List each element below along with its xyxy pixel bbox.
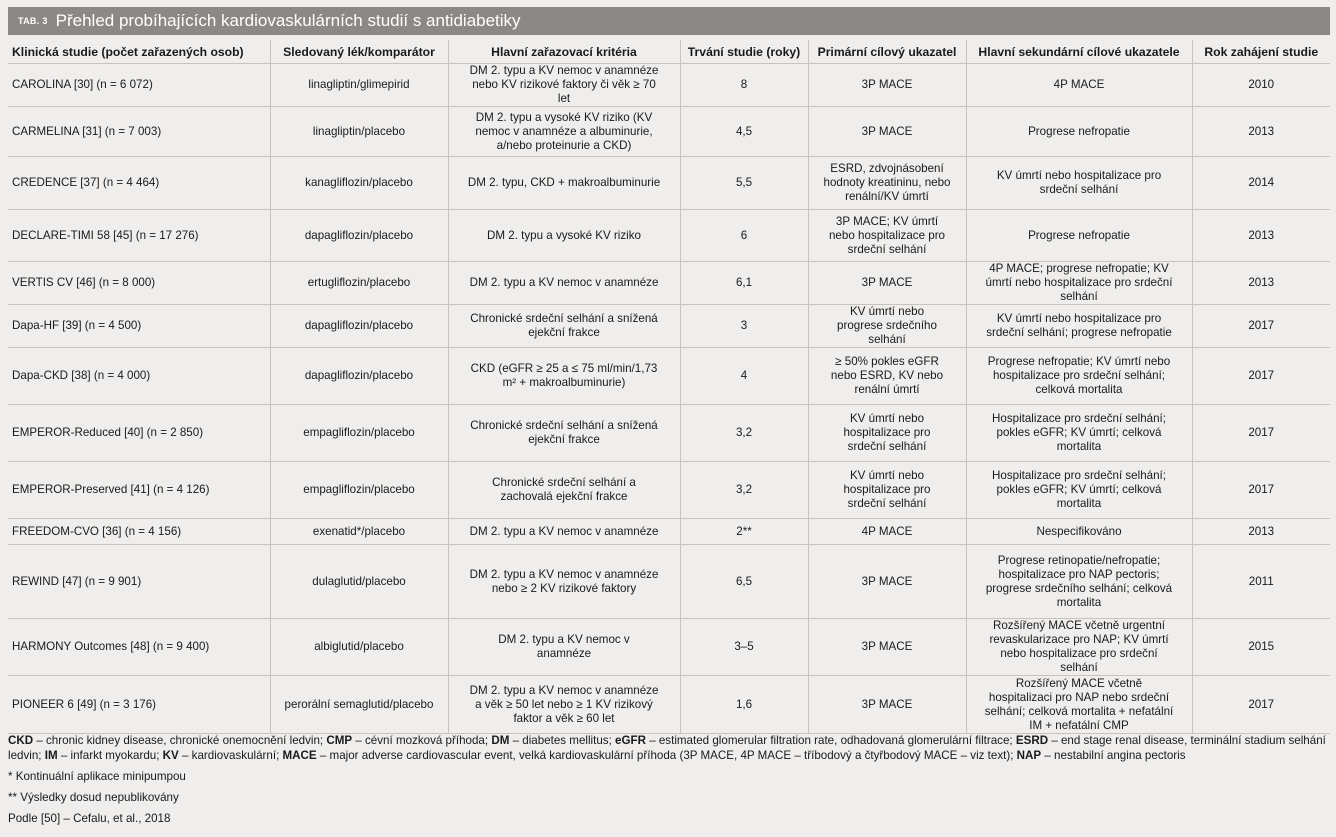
column-header: Hlavní zařazovací kritéria	[448, 40, 680, 64]
table-cell: ertugliflozin/placebo	[270, 262, 448, 305]
table-cell: Progrese nefropatie	[966, 107, 1192, 157]
table-cell: PIONEER 6 [49] (n = 3 176)	[8, 676, 270, 734]
table-cell: HARMONY Outcomes [48] (n = 9 400)	[8, 619, 270, 676]
table-cell: 1,6	[680, 676, 808, 734]
table-row	[8, 676, 1330, 734]
table-cell: 2017	[1192, 462, 1330, 519]
abbreviation-definition: – kardiovaskulární;	[178, 749, 283, 762]
table-cell: CREDENCE [37] (n = 4 464)	[8, 157, 270, 210]
studies-table	[8, 40, 1330, 734]
table-title: Přehled probíhajících kardiovaskulárních studií s antidiabetiky	[55, 11, 521, 30]
table-cell: DM 2. typu a KV nemoc v anamnéze nebo KV rizikové faktory či věk ≥ 70 let	[448, 64, 680, 107]
table-cell: 2010	[1192, 64, 1330, 107]
source-note: Podle [50] – Cefalu, et al., 2018	[8, 812, 171, 825]
table-cell: exenatid*/placebo	[270, 519, 448, 545]
table-cell: CARMELINA [31] (n = 7 003)	[8, 107, 270, 157]
table-cell: 2011	[1192, 545, 1330, 619]
table-cell: FREEDOM-CVO [36] (n = 4 156)	[8, 519, 270, 545]
abbreviation-term: IM	[44, 749, 58, 762]
table-cell: perorální semaglutid/placebo	[270, 676, 448, 734]
table-cell: KV úmrtí nebo hospitalizace pro srdeční selhání	[808, 405, 966, 462]
table-cell: 3P MACE; KV úmrtí nebo hospitalizace pro srdeční selhání	[808, 210, 966, 262]
table-cell: 4	[680, 348, 808, 405]
table-cell: DM 2. typu, CKD + makroalbuminurie	[448, 157, 680, 210]
table-title-bar	[8, 7, 1330, 35]
footnote: ** Výsledky dosud nepublikovány	[8, 791, 179, 804]
table-cell: DM 2. typu a vysoké KV riziko	[448, 210, 680, 262]
table-row	[8, 619, 1330, 676]
table-cell: 4,5	[680, 107, 808, 157]
table-cell: 2017	[1192, 348, 1330, 405]
table-cell: 6,5	[680, 545, 808, 619]
abbreviation-definition: – diabetes mellitus;	[509, 734, 616, 747]
abbreviation-term: NAP	[1016, 749, 1042, 762]
abbreviation-definition: – major adverse cardiovascular event, velká kardiovaskulární příhoda (3P MACE, 4P MACE – tříbodový a čtyřbodový MACE – viz text);	[316, 749, 1017, 762]
abbreviation-definition: – estimated glomerular filtration rate, odhadovaná glomerulární filtrace;	[645, 734, 1016, 747]
table-cell: 3,2	[680, 405, 808, 462]
table-cell: Dapa-CKD [38] (n = 4 000)	[8, 348, 270, 405]
abbreviation-term: KV	[162, 749, 179, 762]
abbreviation-term: CKD	[8, 734, 34, 747]
table-row	[8, 545, 1330, 619]
abbreviations	[8, 733, 1332, 763]
table-cell: 2013	[1192, 262, 1330, 305]
table-cell: 4P MACE; progrese nefropatie; KV úmrtí nebo hospitalizace pro srdeční selhání	[966, 262, 1192, 305]
table-cell: 8	[680, 64, 808, 107]
table-cell: 3P MACE	[808, 676, 966, 734]
table-cell: ESRD, zdvojnásobení hodnoty kreatininu, nebo renální/KV úmrtí	[808, 157, 966, 210]
table-cell: 6	[680, 210, 808, 262]
table-cell: 2017	[1192, 676, 1330, 734]
abbreviation-term: CMP	[326, 734, 353, 747]
table-row	[8, 405, 1330, 462]
table-cell: 2**	[680, 519, 808, 545]
table-cell: 2013	[1192, 107, 1330, 157]
table-cell: KV úmrtí nebo hospitalizace pro srdeční selhání	[808, 462, 966, 519]
table-row	[8, 305, 1330, 348]
table-cell: DM 2. typu a KV nemoc v anamnéze nebo ≥ 2 KV rizikové faktory	[448, 545, 680, 619]
table-cell: 4P MACE	[966, 64, 1192, 107]
table-cell: ≥ 50% pokles eGFR nebo ESRD, KV nebo renální úmrtí	[808, 348, 966, 405]
table-cell: Progrese retinopatie/nefropatie; hospitalizace pro NAP pectoris; progrese srdečního selhání; celková mortalita	[966, 545, 1192, 619]
table-cell: 3P MACE	[808, 64, 966, 107]
table-cell: DM 2. typu a KV nemoc v anamnéze a věk ≥ 50 let nebo ≥ 1 KV rizikový faktor a věk ≥ 60 let	[448, 676, 680, 734]
table-row	[8, 348, 1330, 405]
table-cell: DM 2. typu a KV nemoc v anamnéze	[448, 519, 680, 545]
table-cell: 2014	[1192, 157, 1330, 210]
table-cell: 3–5	[680, 619, 808, 676]
table-cell: EMPEROR-Preserved [41] (n = 4 126)	[8, 462, 270, 519]
abbreviation-definition: – chronic kidney disease, chronické onemocnění ledvin;	[33, 734, 327, 747]
table-cell: Rozšířený MACE včetně urgentní revaskularizace pro NAP; KV úmrtí nebo hospitalizace pro srdeční selhání	[966, 619, 1192, 676]
table-cell: 3P MACE	[808, 107, 966, 157]
table-cell: EMPEROR-Reduced [40] (n = 2 850)	[8, 405, 270, 462]
table-cell: dulaglutid/placebo	[270, 545, 448, 619]
table-cell: Hospitalizace pro srdeční selhání; pokles eGFR; KV úmrtí; celková mortalita	[966, 462, 1192, 519]
table-cell: Progrese nefropatie; KV úmrtí nebo hospitalizace pro srdeční selhání; celková mortalita	[966, 348, 1192, 405]
table-cell: linagliptin/placebo	[270, 107, 448, 157]
table-cell: 3P MACE	[808, 619, 966, 676]
column-header: Sledovaný lék/komparátor	[270, 40, 448, 64]
column-header: Primární cílový ukazatel	[808, 40, 966, 64]
table-row	[8, 210, 1330, 262]
table-cell: DM 2. typu a KV nemoc v anamnéze	[448, 262, 680, 305]
table-number: TAB. 3	[18, 16, 48, 26]
column-header: Klinická studie (počet zařazených osob)	[8, 40, 270, 64]
table-row	[8, 64, 1330, 107]
table-cell: dapagliflozin/placebo	[270, 305, 448, 348]
table-cell: DECLARE-TIMI 58 [45] (n = 17 276)	[8, 210, 270, 262]
table-cell: dapagliflozin/placebo	[270, 348, 448, 405]
table-cell: VERTIS CV [46] (n = 8 000)	[8, 262, 270, 305]
table-row	[8, 107, 1330, 157]
footnote: * Kontinuální aplikace minipumpou	[8, 770, 186, 783]
abbreviation-definition: – infarkt myokardu;	[57, 749, 163, 762]
table-cell: REWIND [47] (n = 9 901)	[8, 545, 270, 619]
table-cell: Hospitalizace pro srdeční selhání; pokles eGFR; KV úmrtí; celková mortalita	[966, 405, 1192, 462]
table-cell: 2015	[1192, 619, 1330, 676]
table-cell: 3	[680, 305, 808, 348]
table-cell: Chronické srdeční selhání a snížená ejekční frakce	[448, 305, 680, 348]
table-row	[8, 262, 1330, 305]
abbreviation-term: MACE	[282, 749, 317, 762]
table-cell: 4P MACE	[808, 519, 966, 545]
table-cell: Dapa-HF [39] (n = 4 500)	[8, 305, 270, 348]
table-cell: albiglutid/placebo	[270, 619, 448, 676]
table-cell: linagliptin/glimepirid	[270, 64, 448, 107]
abbreviation-term: DM	[491, 734, 510, 747]
table-cell: empagliflozin/placebo	[270, 462, 448, 519]
abbreviation-definition: – cévní mozková příhoda;	[352, 734, 492, 747]
table-cell: 2013	[1192, 210, 1330, 262]
table-cell: CAROLINA [30] (n = 6 072)	[8, 64, 270, 107]
table-cell: empagliflozin/placebo	[270, 405, 448, 462]
table-cell: 2017	[1192, 305, 1330, 348]
table-cell: 2013	[1192, 519, 1330, 545]
table-cell: Chronické srdeční selhání a snížená ejekční frakce	[448, 405, 680, 462]
table-cell: 2017	[1192, 405, 1330, 462]
abbreviation-term: eGFR	[615, 734, 646, 747]
column-header: Trvání studie (roky)	[680, 40, 808, 64]
table-cell: DM 2. typu a vysoké KV riziko (KV nemoc v anamnéze a albuminurie, a/nebo proteinurie a CKD)	[448, 107, 680, 157]
table-row	[8, 157, 1330, 210]
abbreviation-definition: – end stage renal disease, terminální stadium selhání ledvin;	[8, 734, 1326, 762]
table-cell: DM 2. typu a KV nemoc v anamnéze	[448, 619, 680, 676]
table-cell: 6,1	[680, 262, 808, 305]
table-cell: 5,5	[680, 157, 808, 210]
abbreviation-term: ESRD	[1015, 734, 1049, 747]
table-cell: 3P MACE	[808, 262, 966, 305]
table-row	[8, 519, 1330, 545]
table-cell: KV úmrtí nebo progrese srdečního selhání	[808, 305, 966, 348]
table-cell: kanagliflozin/placebo	[270, 157, 448, 210]
table-cell: Nespecifikováno	[966, 519, 1192, 545]
table-cell: 3,2	[680, 462, 808, 519]
table-notes	[8, 733, 1332, 832]
table-cell: Chronické srdeční selhání a zachovalá ejekční frakce	[448, 462, 680, 519]
table-cell: Rozšířený MACE včetně hospitalizaci pro NAP nebo srdeční selhání; celková mortalita + nefatální IM + nefatální CMP	[966, 676, 1192, 734]
table-cell: dapagliflozin/placebo	[270, 210, 448, 262]
table-cell: CKD (eGFR ≥ 25 a ≤ 75 ml/min/1,73 m² + makroalbuminurie)	[448, 348, 680, 405]
table-header-row	[8, 40, 1330, 64]
table-cell: KV úmrtí nebo hospitalizace pro srdeční selhání	[966, 157, 1192, 210]
table-cell: KV úmrtí nebo hospitalizace pro srdeční selhání; progrese nefropatie	[966, 305, 1192, 348]
table-row	[8, 462, 1330, 519]
table-cell: Progrese nefropatie	[966, 210, 1192, 262]
column-header: Rok zahájení studie	[1192, 40, 1330, 64]
column-header: Hlavní sekundární cílové ukazatele	[966, 40, 1192, 64]
table-cell: 3P MACE	[808, 545, 966, 619]
abbreviation-definition: – nestabilní angina pectoris	[1041, 749, 1186, 762]
